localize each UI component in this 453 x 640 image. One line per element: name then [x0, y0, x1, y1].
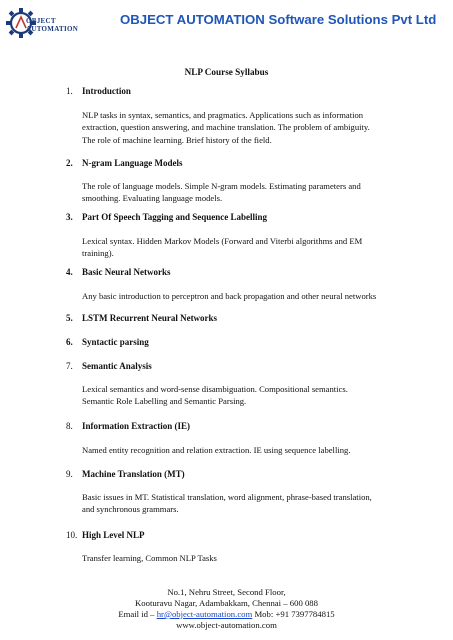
body-line: Lexical syntax. Hidden Markov Models (Forward and Viterbi algorithms and EM — [82, 236, 363, 246]
section-number: 5. — [66, 313, 73, 323]
section-title: Syntactic parsing — [82, 337, 149, 347]
body-line: Basic issues in MT. Statistical translation, word alignment, phrase-based translation, — [82, 492, 372, 502]
body-line: Lexical semantics and word-sense disambiguation. Compositional semantics. — [82, 384, 348, 394]
section-body-8 — [82, 444, 412, 456]
email-link[interactable]: hr@object-automation.com — [156, 609, 253, 619]
page-header — [0, 0, 453, 48]
section-title: LSTM Recurrent Neural Networks — [82, 313, 218, 323]
section-number: 4. — [66, 267, 73, 277]
body-line: extraction, question answering, and machine translation. The problem of ambiguity. — [82, 122, 370, 133]
section-heading-2 — [66, 158, 183, 168]
section-heading-9 — [66, 469, 185, 479]
section-heading-7 — [66, 361, 152, 371]
section-heading-6 — [66, 337, 149, 347]
body-line: Semantic Role Labelling and Semantic Parsing. — [82, 396, 247, 407]
section-title: High Level NLP — [82, 530, 145, 540]
body-line: Any basic introduction to perceptron and back propagation and other neural networks — [82, 291, 377, 301]
section-title: Semantic Analysis — [82, 361, 152, 371]
body-line: NLP tasks in syntax, semantics, and pragmatics. Applications such as information — [82, 110, 364, 120]
contact-line — [0, 609, 453, 620]
body-line: smoothing. Evaluating language models. — [82, 193, 223, 204]
section-heading-8 — [66, 421, 190, 431]
body-line: Transfer learning, Common NLP Tasks — [82, 553, 217, 563]
section-body-7 — [82, 383, 412, 408]
section-body-9 — [82, 491, 412, 516]
section-number: 8. — [66, 421, 73, 431]
section-title: Basic Neural Networks — [82, 267, 171, 277]
section-heading-3 — [66, 212, 267, 222]
section-heading-1 — [66, 86, 131, 96]
section-title: Information Extraction (IE) — [82, 421, 190, 431]
body-line: The role of machine learning. Brief history of the field. — [82, 134, 272, 145]
logo-line-1: OBJECT — [26, 17, 56, 25]
logo-text — [26, 17, 78, 33]
section-number: 2. — [66, 158, 73, 168]
email-label: Email id – — [118, 609, 157, 619]
section-number: 1. — [66, 86, 73, 96]
website[interactable]: www.object-automation.com — [176, 620, 277, 630]
section-heading-4 — [66, 267, 171, 277]
mobile-number: Mob: +91 7397784815 — [252, 609, 335, 619]
page-footer — [0, 587, 453, 631]
body-line: training). — [82, 248, 114, 259]
section-heading-10 — [66, 530, 145, 540]
body-line: Named entity recognition and relation extraction. IE using sequence labelling. — [82, 445, 351, 455]
section-body-2 — [82, 180, 412, 205]
company-logo — [4, 4, 114, 40]
section-number: 6. — [66, 337, 73, 347]
section-body-10 — [82, 552, 412, 564]
address-line-1: No.1, Nehru Street, Second Floor, — [167, 587, 286, 597]
document-title: NLP Course Syllabus — [184, 67, 269, 77]
section-number: 3. — [66, 212, 73, 222]
section-body-1 — [82, 109, 412, 146]
section-body-3 — [82, 235, 412, 260]
section-title: Machine Translation (MT) — [82, 469, 185, 479]
address-line-2: Kooturavu Nagar, Adambakkam, Chennai – 600 088 — [134, 598, 318, 608]
body-line: and synchronous grammars. — [82, 504, 179, 515]
section-title: Introduction — [82, 86, 131, 96]
section-body-4 — [82, 290, 427, 302]
section-title: Part Of Speech Tagging and Sequence Labelling — [82, 212, 268, 222]
section-number: 7. — [66, 361, 73, 371]
section-title: N-gram Language Models — [82, 158, 183, 168]
logo-line-2: AUTOMATION — [26, 25, 79, 33]
section-number: 9. — [66, 469, 73, 479]
section-heading-5 — [66, 313, 217, 323]
section-number: 10. — [66, 530, 78, 540]
body-line: The role of language models. Simple N-gram models. Estimating parameters and — [82, 181, 361, 191]
company-name: OBJECT AUTOMATION Software Solutions Pvt Ltd — [120, 12, 437, 27]
